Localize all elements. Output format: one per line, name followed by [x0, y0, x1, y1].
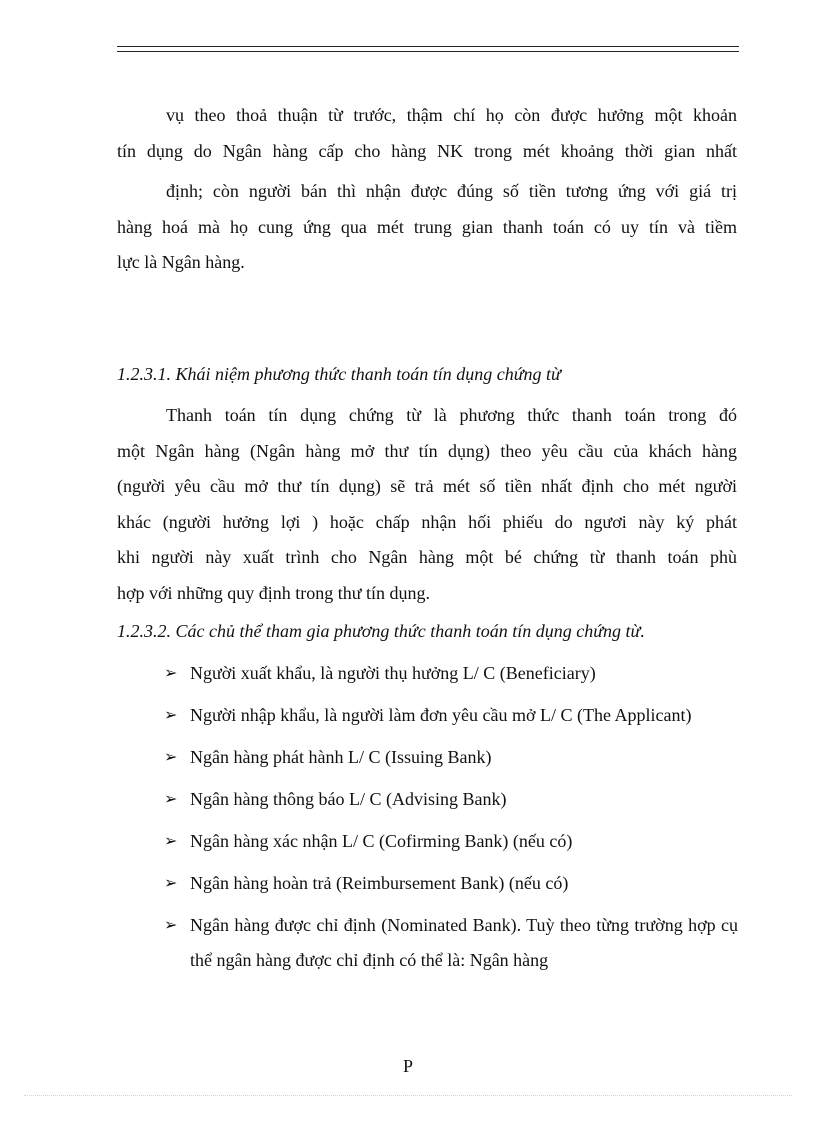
- list-item-text: Ngân hàng xác nhận L/ C (Cofirming Bank) (nếu có): [190, 831, 573, 851]
- arrow-bullet-icon: ➢: [164, 791, 178, 808]
- paragraph-1-line: vụ theo thoả thuận từ trước, thậm chí họ còn được hưởng một khoản: [166, 105, 737, 125]
- paragraph-3-line: một Ngân hàng (Ngân hàng mở thư tín dụng) theo yêu cầu của khách hàng: [117, 440, 737, 461]
- paragraph-3-line: Thanh toán tín dụng chứng từ là phương thức thanh toán trong đó: [166, 405, 737, 425]
- list-item-text: Ngân hàng được chỉ định (Nominated Bank). Tuỳ theo từng trường hợp cụ thể ngân hàng được chỉ định có thể là: Ngân hàng: [190, 915, 738, 970]
- list-item-text: Ngân hàng thông báo L/ C (Advising Bank): [190, 789, 507, 809]
- list-item: [162, 656, 738, 691]
- paragraph-3-line: khác (người hưởng lợi ) hoặc chấp nhận hối phiếu do ngươi này ký phát: [117, 511, 737, 532]
- list-item-text: Ngân hàng phát hành L/ C (Issuing Bank): [190, 747, 492, 767]
- paragraph-2-line: hàng hoá mà họ cung ứng qua mét trung gian thanh toán có uy tín và tiềm: [117, 216, 737, 237]
- list-item-text: Người xuất khẩu, là người thụ hưởng L/ C (Beneficiary): [190, 663, 596, 683]
- arrow-bullet-icon: ➢: [164, 833, 178, 850]
- paragraph-1: [117, 98, 737, 169]
- paragraph-1-line: tín dụng do Ngân hàng cấp cho hàng NK trong mét khoảng thời gian nhất: [117, 140, 737, 161]
- arrow-bullet-icon: ➢: [164, 707, 178, 724]
- bottom-divider: [24, 1095, 792, 1096]
- list-item-text: Người nhập khẩu, là người làm đơn yêu cầu mở L/ C (The Applicant): [190, 705, 692, 725]
- list-item: [162, 740, 738, 775]
- section-heading-1: 1.2.3.1. Khái niệm phương thức thanh toán tín dụng chứng từ: [117, 364, 561, 384]
- arrow-bullet-icon: ➢: [164, 749, 178, 766]
- list-item: [162, 908, 738, 978]
- paragraph-2-line: lực là Ngân hàng.: [117, 252, 245, 272]
- arrow-bullet-icon: ➢: [164, 665, 178, 682]
- paragraph-3-line: hợp với những quy định trong thư tín dụng.: [117, 582, 431, 603]
- participants-list: [162, 656, 738, 978]
- section-heading-2: 1.2.3.2. Các chủ thể tham gia phương thức thanh toán tín dụng chứng từ.: [117, 621, 645, 641]
- arrow-bullet-icon: ➢: [164, 917, 178, 934]
- paragraph-2-line: định; còn người bán thì nhận được đúng số tiền tương ứng với giá trị: [166, 181, 737, 201]
- list-item: [162, 866, 738, 901]
- paragraph-3-line: (người yêu cầu mở thư tín dụng) sẽ trả mét số tiền nhất định cho mét người: [117, 476, 737, 496]
- list-item: [162, 824, 738, 859]
- list-item: [162, 782, 738, 817]
- page-footer: P: [402, 1056, 413, 1076]
- paragraph-2: [117, 174, 737, 281]
- paragraph-3: [117, 398, 737, 611]
- list-item-text: Ngân hàng hoàn trả (Reimbursement Bank) (nếu có): [190, 873, 569, 893]
- list-item: [162, 698, 738, 733]
- header-rule: [117, 46, 739, 52]
- paragraph-3-line: khi người này xuất trình cho Ngân hàng một bé chứng từ thanh toán phù: [117, 547, 737, 567]
- arrow-bullet-icon: ➢: [164, 875, 178, 892]
